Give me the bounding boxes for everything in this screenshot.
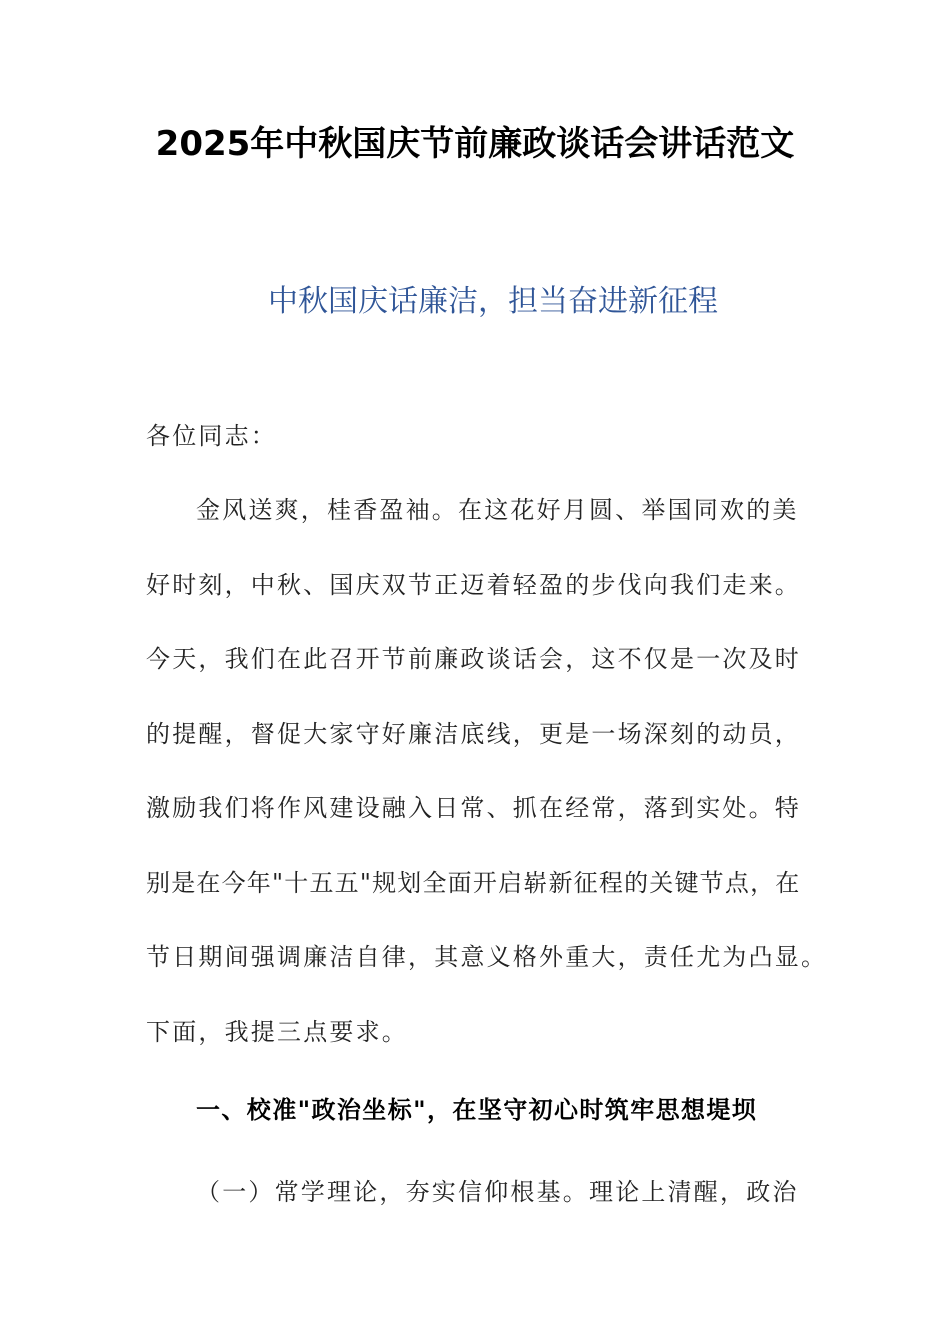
- document-subtitle: 中秋国庆话廉洁，担当奋进新征程: [268, 284, 718, 319]
- paragraph-line: 别是在今年"十五五"规划全面开启崭新征程的关键节点，在: [146, 869, 801, 897]
- paragraph-line: 节日期间强调廉洁自律，其意义格外重大，责任尤为凸显。: [146, 943, 828, 971]
- paragraph-line: 的提醒，督促大家守好廉洁底线，更是一场深刻的动员，: [146, 720, 801, 748]
- paragraph-line: 金风送爽，桂香盈袖。在这花好月圆、举国同欢的美: [196, 496, 799, 524]
- paragraph-line: 激励我们将作风建设融入日常、抓在经常，落到实处。特: [146, 794, 801, 822]
- paragraph-line: 下面，我提三点要求。: [146, 1018, 408, 1046]
- document-title: 2025年中秋国庆节前廉政谈话会讲话范文: [155, 124, 795, 164]
- subsection-line: （一）常学理论，夯实信仰根基。理论上清醒，政治: [196, 1178, 799, 1206]
- paragraph-line: 好时刻，中秋、国庆双节正迈着轻盈的步伐向我们走来。: [146, 571, 801, 599]
- paragraph-line: 今天，我们在此召开节前廉政谈话会，这不仅是一次及时: [146, 645, 801, 673]
- section-heading: 一、校准"政治坐标"，在坚守初心时筑牢思想堤坝: [196, 1096, 758, 1124]
- salutation: 各位同志：: [146, 422, 277, 450]
